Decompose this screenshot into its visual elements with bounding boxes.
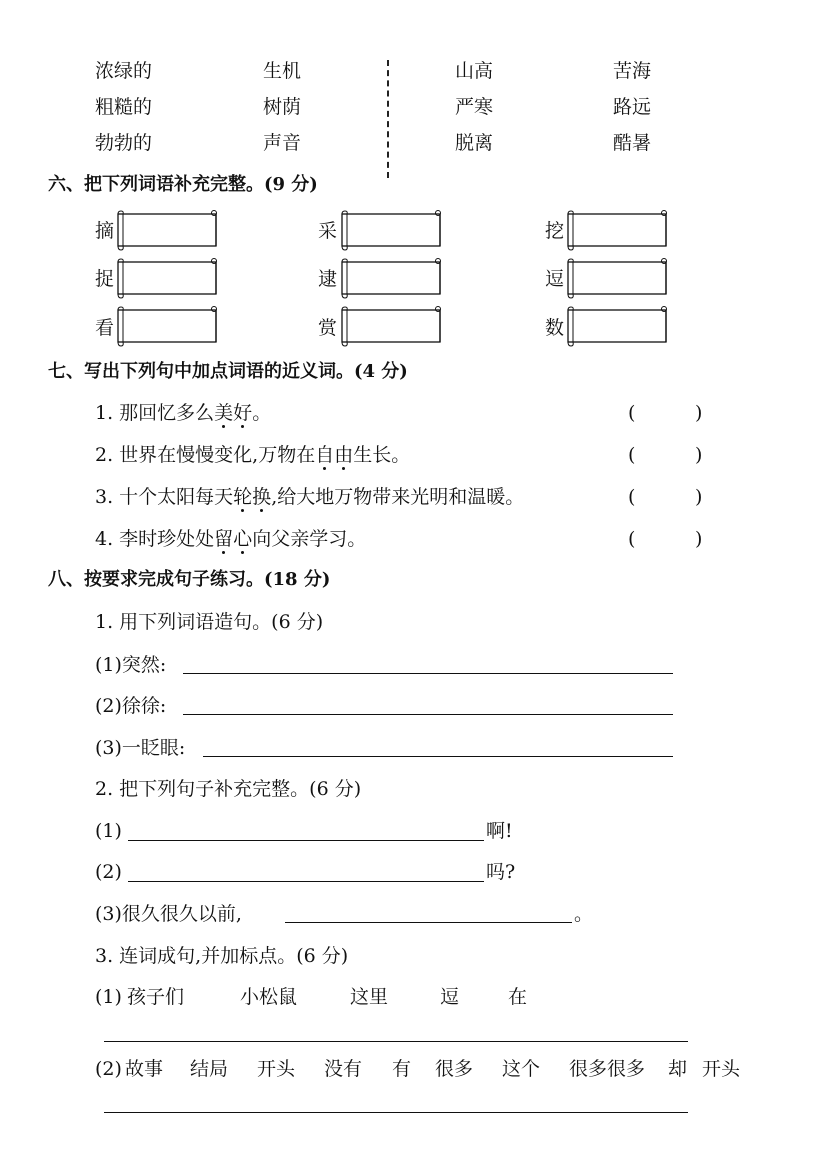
match-left-b-1: 生机 — [263, 60, 302, 82]
q1-answer-line-1[interactable] — [183, 673, 673, 674]
q3-word-2-10: 开头 — [702, 1058, 741, 1080]
q3-word-1-5: 在 — [508, 986, 528, 1008]
q1-answer-line-3[interactable] — [203, 756, 673, 757]
fill-char-1: 摘 — [95, 220, 115, 242]
q3-word-2-8: 很多很多 — [569, 1058, 646, 1080]
match-right-b-2: 路远 — [613, 96, 652, 118]
sentence-3-dot-text: 轮换 — [233, 486, 272, 508]
q2-answer-line-2[interactable] — [128, 881, 484, 882]
sentence-1-post: 。 — [252, 402, 272, 424]
match-right-b-3: 酷暑 — [613, 132, 652, 154]
match-right-a-3: 脱离 — [455, 132, 494, 154]
q3-word-2-9: 却 — [668, 1058, 688, 1080]
match-right-a-2: 严寒 — [455, 96, 494, 118]
answer-paren-open-1: ( — [628, 402, 636, 424]
answer-paren-close-1: ) — [695, 402, 703, 424]
fill-box-8[interactable] — [338, 305, 446, 349]
q2-item-1-suffix: 啊! — [486, 820, 513, 842]
sentence-2-pre: 2. 世界在慢慢变化,万物在 — [95, 444, 316, 466]
sentence-4-dotted — [214, 528, 252, 550]
fill-char-6: 逗 — [545, 268, 565, 290]
q3-word-2-4: 没有 — [324, 1058, 363, 1080]
q3-word-1-4: 逗 — [440, 986, 460, 1008]
fill-box-4[interactable] — [114, 257, 222, 301]
synonym-sentence-4 — [95, 528, 366, 550]
match-right-b-1: 苦海 — [613, 60, 652, 82]
fill-box-5[interactable] — [338, 257, 446, 301]
q1-item-1: (1)突然: — [95, 654, 167, 676]
match-left-a-3: 勃勃的 — [95, 132, 153, 154]
sentence-4-pre: 4. 李时珍处处 — [95, 528, 215, 550]
match-right-a-1: 山高 — [455, 60, 494, 82]
q2-item-3-suffix: 。 — [574, 903, 594, 925]
fill-char-9: 数 — [545, 317, 565, 339]
answer-paren-open-3: ( — [628, 486, 636, 508]
q3-item-2-prefix: (2) — [95, 1058, 122, 1080]
fill-box-6[interactable] — [564, 257, 672, 301]
section7-title: 七、写出下列句中加点词语的近义词。(4 分) — [48, 361, 408, 382]
q2-item-1-prefix: (1) — [95, 820, 122, 842]
synonym-sentence-3 — [95, 486, 524, 508]
q3-word-1-3: 这里 — [350, 986, 389, 1008]
fill-char-8: 赏 — [318, 317, 338, 339]
q3-word-2-3: 开头 — [257, 1058, 296, 1080]
sentence-1-pre: 1. 那回忆多么 — [95, 402, 215, 424]
sentence-3-dotted — [233, 486, 271, 508]
fill-box-9[interactable] — [564, 305, 672, 349]
answer-paren-open-4: ( — [628, 528, 636, 550]
q1-answer-line-2[interactable] — [183, 714, 673, 715]
answer-paren-close-2: ) — [695, 444, 703, 466]
q3-word-2-1: 故事 — [125, 1058, 164, 1080]
section6-title: 六、把下列词语补充完整。(9 分) — [48, 174, 318, 195]
match-left-a-1: 浓绿的 — [95, 60, 153, 82]
q3-item-1-prefix: (1) — [95, 986, 122, 1008]
fill-char-5: 逮 — [318, 268, 338, 290]
synonym-sentence-2 — [95, 444, 410, 466]
sentence-2-dotted — [315, 444, 353, 466]
fill-box-3[interactable] — [564, 209, 672, 253]
sentence-1-dotted — [214, 402, 252, 424]
q3-word-2-6: 很多 — [435, 1058, 474, 1080]
match-left-b-2: 树荫 — [263, 96, 302, 118]
answer-paren-open-2: ( — [628, 444, 636, 466]
answer-paren-close-4: ) — [695, 528, 703, 550]
sentence-3-pre: 3. 十个太阳每天 — [95, 486, 234, 508]
q3-word-1-1: 孩子们 — [127, 986, 185, 1008]
q2-title: 2. 把下列句子补充完整。(6 分) — [95, 778, 362, 800]
q3-word-2-2: 结局 — [190, 1058, 229, 1080]
fill-char-2: 采 — [318, 220, 338, 242]
q3-title: 3. 连词成句,并加标点。(6 分) — [95, 945, 349, 967]
q3-answer-line-1[interactable] — [104, 1041, 688, 1042]
match-left-a-2: 粗糙的 — [95, 96, 153, 118]
q3-word-2-7: 这个 — [502, 1058, 541, 1080]
fill-char-7: 看 — [95, 317, 115, 339]
q2-item-2-suffix: 吗? — [486, 861, 516, 883]
q3-word-1-2: 小松鼠 — [240, 986, 298, 1008]
q1-item-2: (2)徐徐: — [95, 695, 167, 717]
sentence-2-post: 生长。 — [353, 444, 411, 466]
section8-title: 八、按要求完成句子练习。(18 分) — [48, 569, 331, 590]
q3-word-2-5: 有 — [392, 1058, 412, 1080]
fill-char-4: 捉 — [95, 268, 115, 290]
q2-item-3-prefix: (3)很久很久以前, — [95, 903, 242, 925]
dashed-separator — [387, 60, 389, 178]
q1-item-3: (3)一眨眼: — [95, 737, 186, 759]
q2-answer-line-1[interactable] — [128, 840, 484, 841]
q2-answer-line-3[interactable] — [285, 922, 572, 923]
match-left-b-3: 声音 — [263, 132, 302, 154]
synonym-sentence-1 — [95, 402, 271, 424]
q1-title: 1. 用下列词语造句。(6 分) — [95, 611, 324, 633]
fill-box-1[interactable] — [114, 209, 222, 253]
q3-answer-line-2[interactable] — [104, 1112, 688, 1113]
sentence-1-dot-text: 美好 — [214, 402, 253, 424]
fill-char-3: 挖 — [545, 220, 565, 242]
sentence-3-post: ,给大地万物带来光明和温暖。 — [271, 486, 525, 508]
sentence-4-dot-text: 留心 — [214, 528, 253, 550]
q2-item-2-prefix: (2) — [95, 861, 122, 883]
sentence-4-post: 向父亲学习。 — [252, 528, 367, 550]
fill-box-2[interactable] — [338, 209, 446, 253]
fill-box-7[interactable] — [114, 305, 222, 349]
answer-paren-close-3: ) — [695, 486, 703, 508]
sentence-2-dot-text: 自由 — [315, 444, 354, 466]
